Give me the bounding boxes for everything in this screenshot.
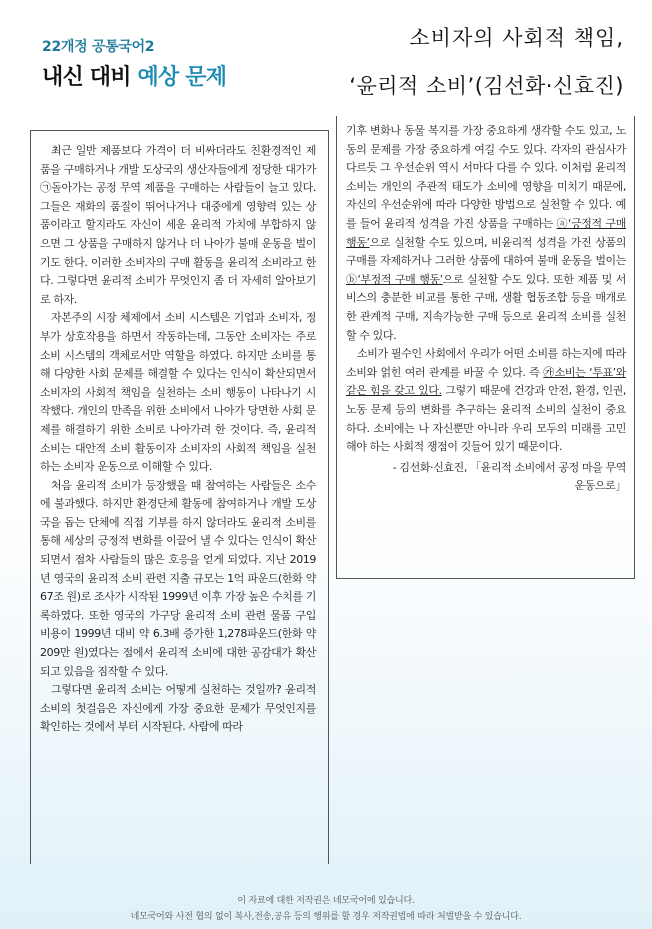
paragraph-1-text-b: 공정 무역 제품을 구매하는 사람들이 늘고 있다. 그들은 재화의 품질이 뛰어나거나 대중에게 영향력 있는 상품이라고 할지라도 자신이 세운 윤리적 가치에 부합하지 않으면 그 상품을 구매하지 않거나 더 나아가 불매 운동을 벌이기도 한다. 이러한 소비자의 구매 활동을 윤리적 소비라고 한다. 그렇다면 윤리적 소비가 무엇인지 좀 더 자세히 알아보기로 하자. <box>40 181 316 306</box>
paragraph-6-text-b: 그렇기 때문에 건강과 안전, 환경, 인권, 노동 문제 등의 변화를 추구하는 윤리적 소비의 실천이 중요하다. 소비에는 나 자신뿐만 아니라 우리 모두의 미래를 고민해야 하는 사회적 쟁점이 깃들어 있기 때문이다. <box>346 384 626 454</box>
marker-ga-vote: ㉮소비는 ‘투표’와 같은 힘을 갖고 있다. <box>346 365 626 398</box>
exam-title <box>42 60 226 91</box>
passage-right-column <box>346 122 626 496</box>
document-title <box>349 22 624 100</box>
doc-title-line1: 소비자의 사회적 책임, <box>409 26 624 50</box>
marker-b-negative-purchase: ⓑ‘부정적 구매 행동’ <box>346 272 443 286</box>
marker-a-positive-purchase: ⓐ‘긍정적 구매 행동’ <box>346 216 626 249</box>
subject-label: 22개정 공통국어2 <box>42 39 155 55</box>
passage-left-column <box>40 142 316 737</box>
doc-title-line2: ‘윤리적 소비’(김선화·신효진) <box>349 74 624 98</box>
paragraph-1 <box>40 142 316 309</box>
copyright-warning: 네모국어와 사전 협의 없이 복사,전송,공유 등의 행위를 할 경우 저작권법에 따라 처벌받을 수 있습니다. <box>130 912 522 922</box>
paragraph-1-text-a: 최근 일반 제품보다 가격이 더 비싸더라도 친환경적인 제품을 구매하거나 개발 도상국의 생산자들에게 정당한 대가가 <box>40 144 316 176</box>
source-citation-line2: 운동으로」 <box>574 479 626 493</box>
copyright-notice: 이 자료에 대한 저작권은 네모국어에 있습니다. <box>237 896 415 906</box>
paragraph-6 <box>346 345 626 457</box>
paragraph-2: 자본주의 시장 체제에서 소비 시스템은 기업과 소비자, 정부가 상호작용을 하면서 작동하는데, 그동안 소비자는 주로 소비 시스템의 객체로서만 역할을 하였다. 하지만 소비를 통해 다양한 사회 문제를 해결할 수 있다는 인식이 확산되면서 소비자의 사회적 책임을 실천하는 소비 행동이 나타나기 시작했다. 개인의 만족을 위한 소비에서 나아가 당면한 사회 문제를 해결하기 위한 소비로 나아가려 한 것이다. 즉, 윤리적 소비는 대안적 소비 활동이자 소비자의 사회적 책임을 실천하는 소비자 운동으로 이해할 수 있다. <box>40 311 316 474</box>
marker-giyeok: ㉠돌아가는 <box>40 181 93 195</box>
paragraph-4: 그렇다면 윤리적 소비는 어떻게 실천하는 것일까? 윤리적 소비의 첫걸음은 자신에게 가장 중요한 문제가 무엇인지를 확인하는 것에서 부터 시작된다. 사람에 따라 <box>40 683 316 734</box>
paragraph-3: 처음 윤리적 소비가 등장했을 때 참여하는 사람들은 소수에 불과했다. 하지만 환경단체 활동에 참여하거나 개발 도상국을 돕는 단체에 직접 기부를 하지 않더라도 윤리적 소비를 통해 세상의 긍정적 변화를 이끌어 낼 수 있다는 인식이 확산되면서 점차 사람들의 많은 호응을 얻게 되었다. 지난 2019년 영국의 윤리적 소비 관련 지출 규모는 1억 파운드(한화 약 67조 원)로 조사가 시작된 1999년 이후 가장 높은 수치를 기록하였다. 또한 영국의 가구당 윤리적 소비 관련 물품 구입 비용이 1999년 대비 약 6.3배 증가한 1,278파운드(한화 약 209만 원)였다는 점에서 윤리적 소비에 대한 공감대가 확산되고 있음을 짐작할 수 있다. <box>40 478 316 678</box>
paragraph-5-text-b: 으로 실천할 수도 있으며, 비윤리적 성격을 가진 상품의 구매를 자제하거나 그러한 상품에 대하여 불매 운동을 벌이는 <box>346 235 626 268</box>
exam-header <box>42 36 226 91</box>
exam-title-accent: 예상 문제 <box>137 65 227 90</box>
exam-title-prefix: 내신 대비 <box>42 65 138 90</box>
paragraph-5-text-c: 으로 실천할 수도 있다. 또한 제품 및 서비스의 충분한 비교를 통한 구매, 생활 협동조합 등을 매개로 한 관계적 구매, 지속가능한 구매 등으로 윤리적 소비를 실천할 수 있다. <box>346 272 626 342</box>
paragraph-5-text-a: 기후 변화나 동물 복지를 가장 중요하게 생각할 수도 있고, 노동의 문제를 가장 중요하게 여길 수도 있다. 각자의 관심사가 다르듯 그 우선순위 역시 서마다 다를 수 있다. 이처럼 윤리적 소비는 개인의 주관적 태도가 소비에 영향을 미치기 때문에, 자신의 우선순위에 따라 다양한 방법으로 실천할 수 있다. 예를 들어 윤리적 성격을 가진 상품을 구매하는 <box>346 124 626 230</box>
paragraph-6-text-a: 소비가 필수인 사회에서 우리가 어떤 소비를 하는지에 따라 소비와 얽힌 여러 관계를 바꿀 수 있다. 즉 <box>346 347 626 379</box>
paragraph-5 <box>346 122 626 345</box>
source-citation-line1: - 김선화·신효진, 「윤리적 소비에서 공정 마을 무역 <box>392 460 626 474</box>
